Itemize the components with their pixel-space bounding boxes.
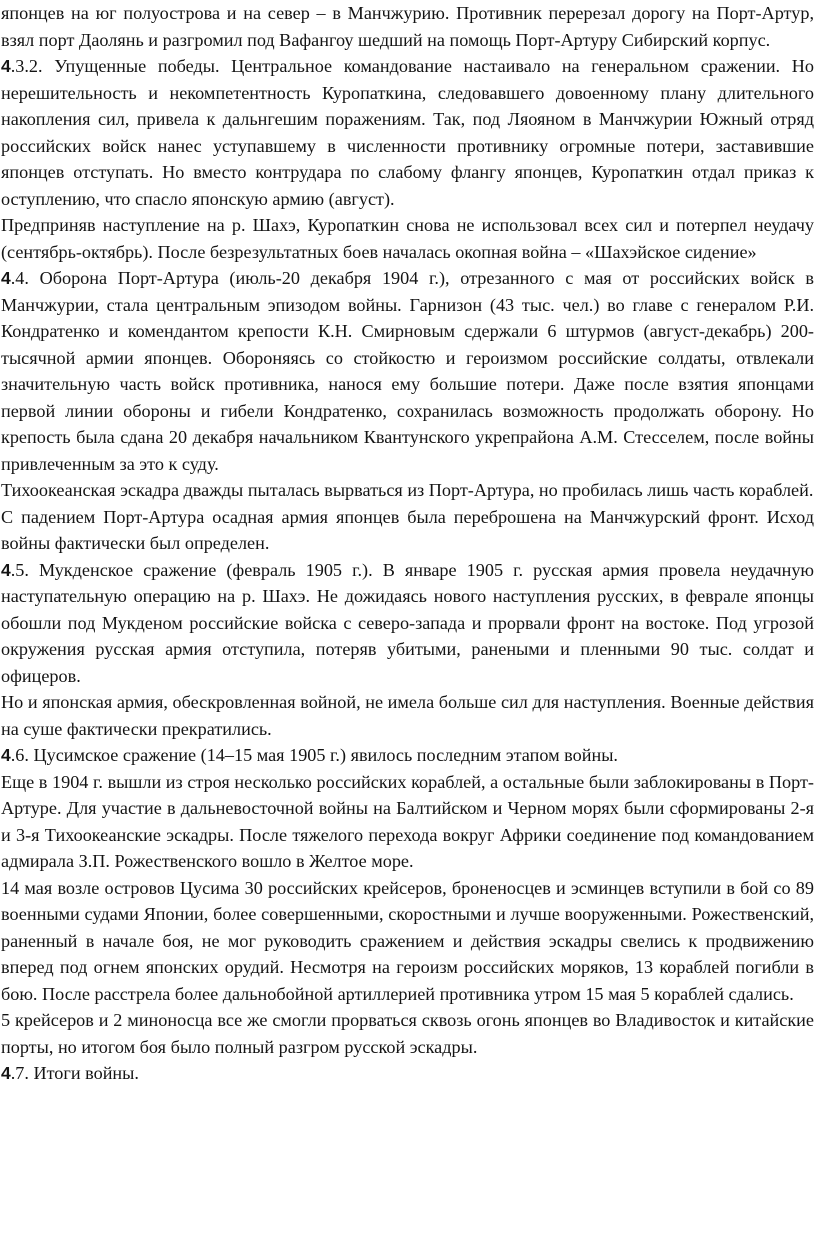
section-number: 4 <box>1 268 11 288</box>
paragraph-7 <box>1 557 814 690</box>
paragraph-10 <box>1 769 814 875</box>
section-number: 4 <box>1 745 11 765</box>
paragraph-text: .4. Оборона Порт-Артура (июль-20 декабря 1904 г.), отрезанного с мая от российских войск в Манчжурии, стала центральным эпизодом войны. Гарнизон (43 тыс. чел.) во главе с генералом Р.И. Кондратенко и комендантом крепости К.Н. Смирновым сдержали 6 штурмов (август-декабрь) 200-тысячной армии японцев. Обороняясь со стойкостю и героизмом российские солдаты, отвлекали значительную часть войск противника, нанося ему большие потери. Даже после взятия японцами первой линии обороны и гибели Кондратенко, сохранилась возможность продолжать оборону. Но крепость была сдана 20 декабря начальником Квантунского укрепрайона А.М. Стесселем, после войны привлеченным за это к суду. <box>1 268 814 474</box>
paragraph-6 <box>1 504 814 557</box>
paragraph-11 <box>1 875 814 1008</box>
paragraph-text: 14 мая возле островов Цусима 30 российских крейсеров, броненосцев и эсминцев вступили в бой со 89 военными судами Японии, более совершенными, скоростными и лучше вооруженными. Рожественский, раненный в начале боя, не мог руководить сражением и действия эскадры свелись к продвижению вперед под огнем японских орудий. Несмотря на героизм российских моряков, 13 кораблей погибли в бою. После расстрела более дальнобойной артиллерией противника утром 15 мая 5 кораблей сдались. <box>1 877 814 1004</box>
paragraph-9 <box>1 742 814 769</box>
paragraph-8 <box>1 689 814 742</box>
paragraph-2 <box>1 53 814 212</box>
paragraph-5 <box>1 477 814 504</box>
paragraph-1 <box>1 0 814 53</box>
section-number: 4 <box>1 56 11 76</box>
paragraph-text: .6. Цусимское сражение (14–15 мая 1905 г.) явилось последним этапом войны. <box>10 745 618 765</box>
paragraph-text: .7. Итоги войны. <box>10 1063 139 1083</box>
paragraph-text: японцев на юг полуострова и на север – в Манчжурию. Противник перерезал дорогу на Порт-Артур, взял порт Даолянь и разгромил под Вафангоу шедший на помощь Порт-Артуру Сибирский корпус. <box>1 3 814 50</box>
paragraph-12 <box>1 1007 814 1060</box>
section-number: 4 <box>1 559 11 580</box>
paragraph-4 <box>1 265 814 477</box>
section-number: 4 <box>1 1063 11 1083</box>
paragraph-text: .5. Мукденское сражение (февраль 1905 г.). В январе 1905 г. русская армия провела неудачную наступательную операцию на р. Шахэ. Не дожидаясь нового наступления русских, в феврале японцы обошли под Мукденом российские войска с северо-запада и прорвали фронт на востоке. Под угрозой окружения русская армия отступила, потеряв убитыми, ранеными и пленными 90 тыс. солдат и офицеров. <box>1 559 814 686</box>
paragraph-text: Тихоокеанская эскадра дважды пыталась вырваться из Порт-Артура, но пробилась лишь часть кораблей. <box>1 480 814 500</box>
paragraph-text: Еще в 1904 г. вышли из строя несколько российских кораблей, а остальные были заблокированы в Порт-Артуре. Для участие в дальневосточной войны на Балтийском и Черном морях были сформированы 2-я и 3-я Тихоокеанские эскадры. После тяжелого перехода вокруг Африки соединение под командованием адмирала З.П. Рожественского вошло в Желтое море. <box>1 771 814 871</box>
paragraph-text: С падением Порт-Артура осадная армия японцев была переброшена на Манчжурский фронт. Исход войны фактически был определен. <box>1 506 814 553</box>
paragraph-text: .3.2. Упущенные победы. Центральное командование настаивало на генеральном сражении. Но нерешительность и некомпетентность Куропаткина, следовавшего довоенному плану длительного накопления сил, привела к дальнгешим поражениям. Так, под Ляояном в Манчжурии Южный отряд российских войск нанес уступавшему в численности противнику огромные потери, заставившие японцев отступать. Но вместо контрудара по слабому флангу японцев, Куропаткин отдал приказ к оступлению, что спасло японскую армию (август). <box>1 56 814 209</box>
paragraph-text: 5 крейсеров и 2 миноносца все же смогли прорваться сквозь огонь японцев во Владивосток и китайские порты, но итогом боя было полный разгром русской эскадры. <box>1 1010 814 1057</box>
paragraph-text: Предприняв наступление на р. Шахэ, Куропаткин снова не использовал всех сил и потерпел неудачу (сентябрь-октябрь). После безрезультатных боев началась окопная война – «Шахэйское сидение» <box>1 215 814 262</box>
paragraph-text: Но и японская армия, обескровленная войной, не имела больше сил для наступления. Военные действия на суше фактически прекратились. <box>1 692 814 739</box>
paragraph-3 <box>1 212 814 265</box>
paragraph-13 <box>1 1060 814 1087</box>
